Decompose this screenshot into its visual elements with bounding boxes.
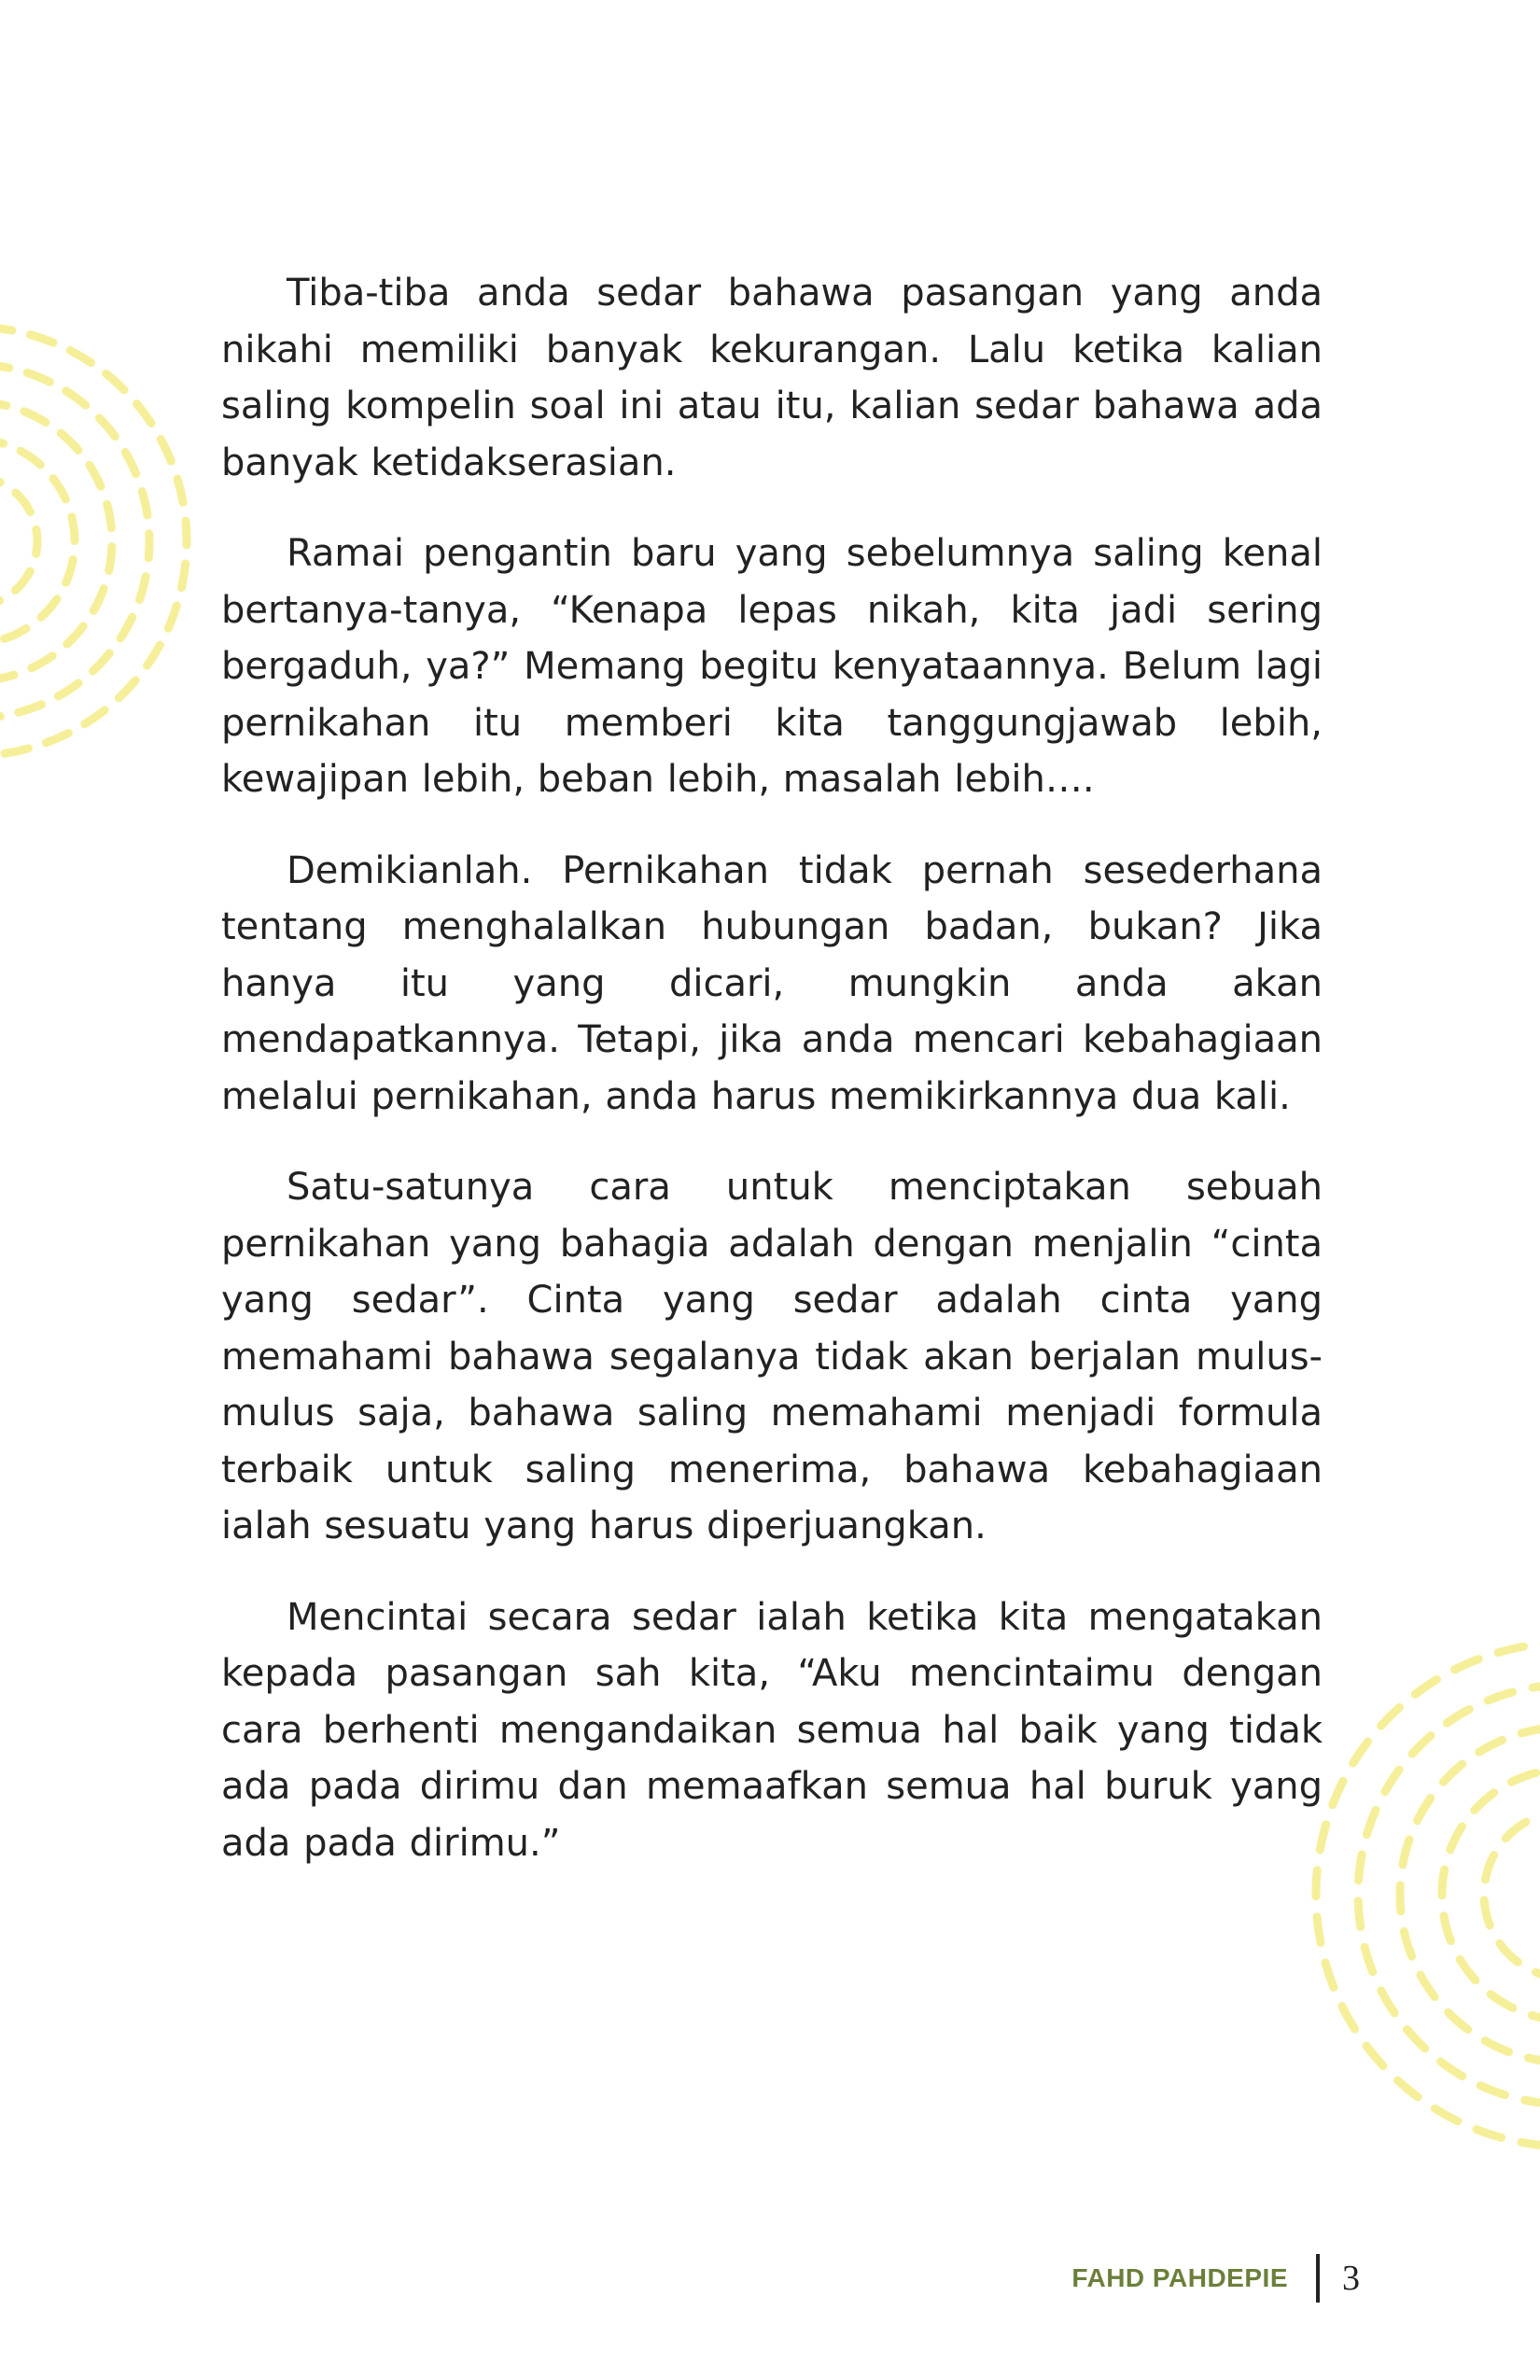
paragraph-5: Mencintai secara sedar ialah ketika kita mengatakan kepada pasangan sah kita, “Aku mencintaimu dengan cara berhenti mengandaikan semua hal baik yang tidak ada pada dirimu dan memaafkan semua hal buruk yang ada pada dirimu.” — [221, 1595, 1323, 1865]
body-text — [221, 265, 1323, 1906]
page-footer — [0, 2254, 1540, 2310]
paragraph-3: Demikianlah. Pernikahan tidak pernah sesederhana tentang menghalalkan hubungan badan, bukan? Jika hanya itu yang dicari, mungkin anda akan mendapatkannya. Tetapi, jika anda mencari kebahagiaan melalui pernikahan, anda harus memikirkannya dua kali. — [221, 848, 1323, 1118]
author-name: FAHD PAHDEPIE — [1071, 2263, 1288, 2292]
footer-divider — [1316, 2254, 1320, 2303]
paragraph-4: Satu-satunya cara untuk menciptakan sebuah pernikahan yang bahagia adalah dengan menjalin “cinta yang sedar”. Cinta yang sedar adalah cinta yang memahami bahawa segalanya tidak akan berjalan mulus-mulus saja, bahawa saling memahami menjadi formula terbaik untuk saling menerima, bahawa kebahagiaan ialah sesuatu yang harus diperjuangkan. — [221, 1166, 1323, 1547]
page-number: 3 — [1342, 2259, 1360, 2298]
paragraph-2: Ramai pengantin baru yang sebelumnya saling kenal bertanya-tanya, “Kenapa lepas nikah, kita jadi sering bergaduh, ya?” Memang begitu kenyataannya. Belum lagi pernikahan itu memberi kita tanggungjawab lebih, kewajipan lebih, beban lebih, masalah lebih…. — [221, 532, 1323, 801]
paragraph-1: Tiba-tiba anda sedar bahawa pasangan yang anda nikahi memiliki banyak kekurangan. Lalu ketika kalian saling kompelin soal ini atau itu, kalian sedar bahawa ada banyak ketidakserasian. — [221, 272, 1323, 484]
